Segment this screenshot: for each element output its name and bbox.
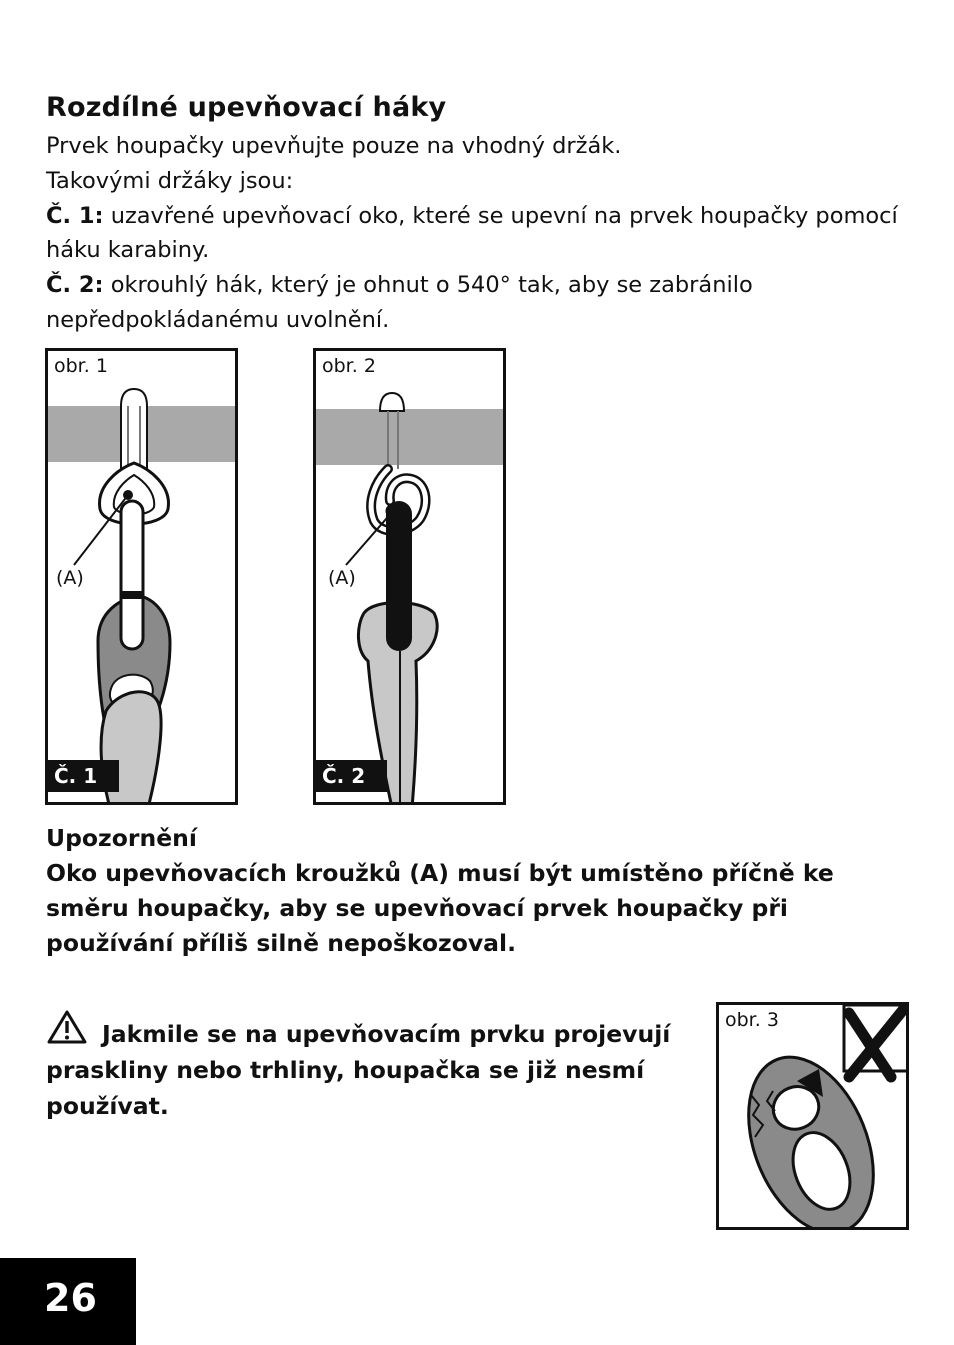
figure-1-tag: Č. 1 — [48, 760, 119, 792]
warning-triangle-icon — [46, 1009, 88, 1045]
figure-3-illustration — [719, 1005, 909, 1230]
page-number-box — [0, 1258, 136, 1345]
figure-2-callout: (A) — [328, 567, 356, 589]
item-1-text: uzavřené upevňovací oko, které se upevní na prvek houpačky pomocí — [103, 203, 898, 229]
warning-line-3: používat. — [46, 1092, 169, 1120]
section-heading: Rozdílné upevňovací háky — [46, 92, 447, 123]
intro-line-1: Prvek houpačky upevňujte pouze na vhodný držák. — [46, 133, 622, 159]
figure-3 — [716, 1002, 909, 1230]
hook-shaft — [386, 501, 412, 651]
intro-line-2: Takovými držáky jsou: — [46, 168, 294, 194]
page-number: 26 — [44, 1276, 97, 1320]
warning-line-2: praskliny nebo trhliny, houpačka se již nesmí — [46, 1056, 645, 1084]
notice-line-2: směru houpačky, aby se upevňovací prvek houpačky při — [46, 894, 788, 922]
item-1-line-2: háku karabiny. — [46, 237, 210, 263]
item-1-label: Č. 1: — [46, 203, 104, 229]
figure-1 — [45, 348, 238, 805]
item-2-label: Č. 2: — [46, 272, 104, 298]
notice-line-3: používání příliš silně nepoškozoval. — [46, 929, 517, 957]
item-2-line-1 — [46, 268, 753, 302]
bolt-head — [380, 393, 404, 411]
bolt-head — [121, 389, 147, 471]
figure-2-tag: Č. 2 — [316, 760, 387, 792]
figure-1-callout: (A) — [56, 567, 84, 589]
figure-3-label: obr. 3 — [725, 1009, 779, 1031]
notice-line-1: Oko upevňovacích kroužků (A) musí být umístěno příčně ke — [46, 859, 834, 887]
item-2-line-2: nepředpokládanému uvolnění. — [46, 307, 390, 333]
figure-2-label: obr. 2 — [322, 355, 376, 377]
figure-1-label: obr. 1 — [54, 355, 108, 377]
ceiling-beam — [316, 409, 506, 465]
warning-line-1: Jakmile se na upevňovacím prvku projevují — [102, 1020, 671, 1048]
item-2-text: okrouhlý hák, který je ohnut o 540° tak, aby se zabránilo — [103, 272, 753, 298]
carabiner — [121, 501, 143, 649]
figure-2 — [313, 348, 506, 805]
item-1-line-1 — [46, 199, 898, 233]
notice-title: Upozornění — [46, 824, 197, 852]
